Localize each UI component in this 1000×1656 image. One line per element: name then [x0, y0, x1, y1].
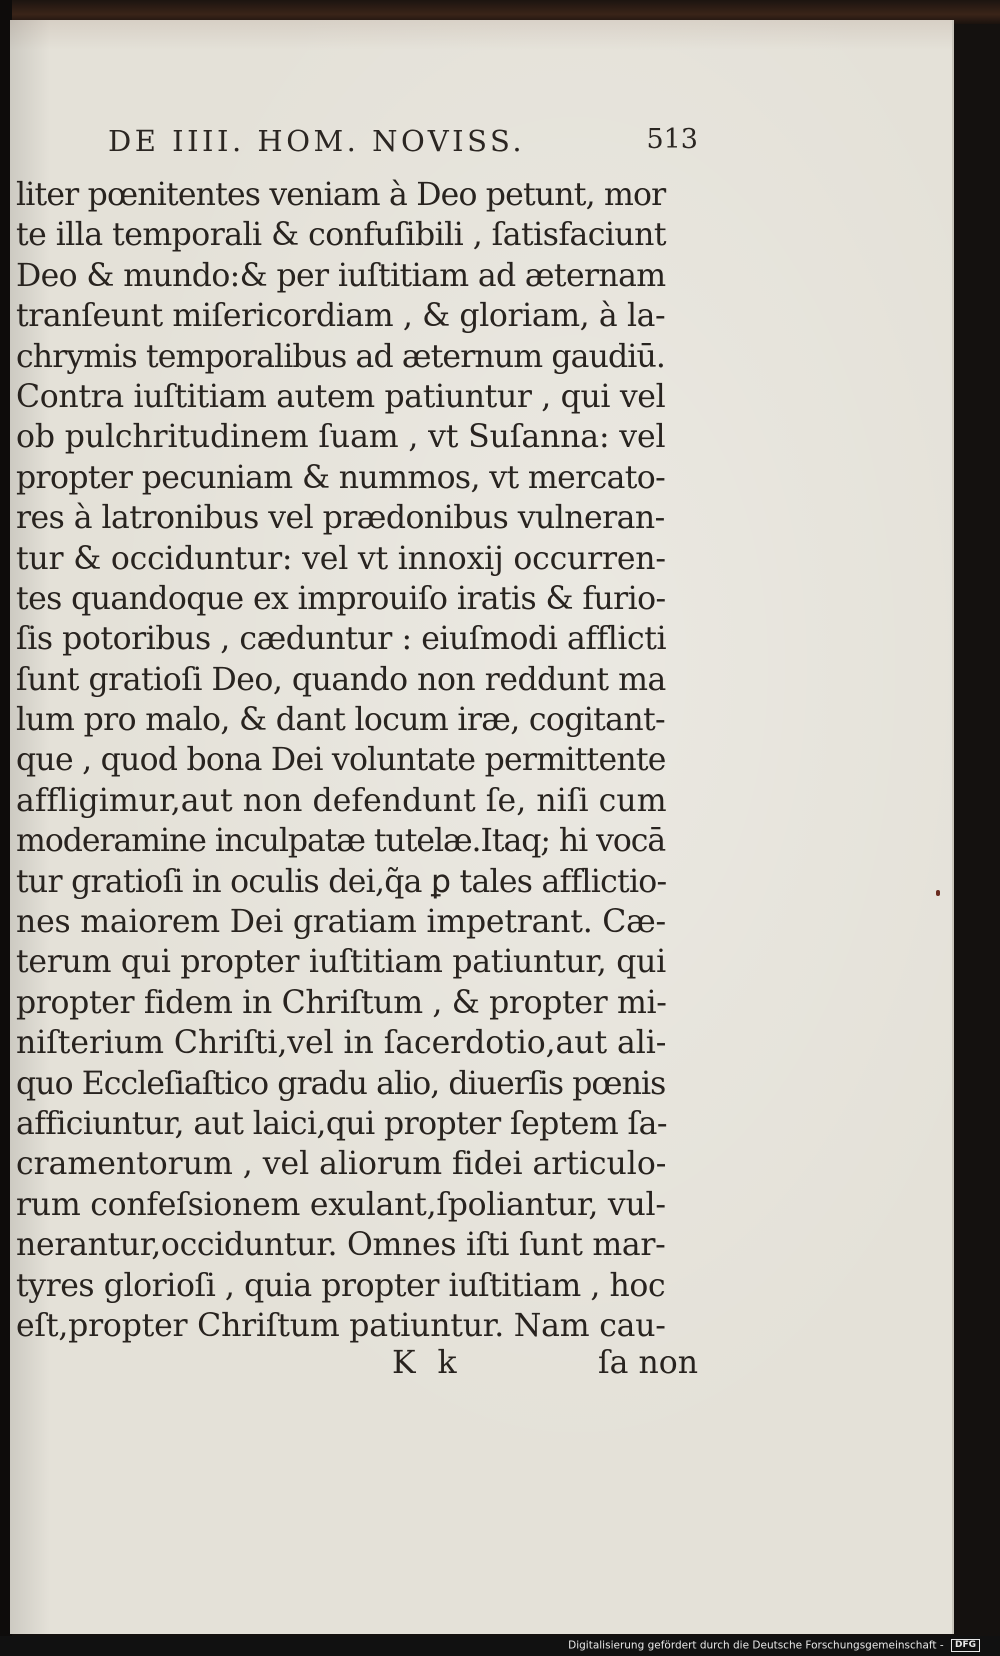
text-line: chrymis temporalibus ad æternum gaudiū.: [16, 338, 666, 375]
text-line: cramentorum , vel aliorum fidei articulo-: [16, 1146, 667, 1183]
text-line: eſt,propter Chriſtum patiuntur. Nam cau-: [16, 1307, 666, 1344]
text-line: Contra iuſtitiam autem patiuntur , qui vel: [16, 378, 666, 415]
text-line: propter fidem in Chriſtum , & propter mi-: [16, 984, 667, 1021]
text-line: ob pulchritudinem ſuam , vt Suſanna: vel: [16, 419, 666, 456]
text-line: tranſeunt miſericordiam , & gloriam, à la-: [16, 298, 666, 335]
footer-bar: [0, 1636, 1000, 1656]
paper-speck: [936, 890, 940, 896]
text-line: tur & occiduntur: vel vt innoxij occurren-: [16, 540, 666, 577]
text-line: moderamine inculpatæ tutelæ.Itaq; hi vocā: [16, 823, 666, 860]
text-line: nes maiorem Dei gratiam impetrant. Cæ-: [16, 904, 666, 941]
text-line: afficiuntur, aut laici,qui propter ſeptem ſa-: [16, 1105, 667, 1142]
text-line: liter pœnitentes veniam à Deo petunt, mor: [16, 177, 666, 213]
book-page: [10, 20, 954, 1634]
text-line: tes quandoque ex improuiſo iratis & furio-: [16, 580, 666, 617]
text-line: tyres glorioſi , quia propter iuſtitiam , hoc: [16, 1267, 666, 1304]
text-line: quo Eccleſiaſtico gradu alio, diuerſis pœnis: [16, 1065, 666, 1102]
text-line: lum pro malo, & dant locum iræ, cogitant-: [16, 702, 665, 739]
body-text: [16, 175, 706, 1346]
catch-line: [10, 1345, 704, 1389]
signature-mark: K k: [392, 1345, 463, 1381]
text-line: terum qui propter iuſtitiam patiuntur, qui: [16, 944, 666, 981]
text-line: ſunt gratioſi Deo, quando non reddunt ma: [16, 661, 666, 698]
dfg-logo: DFG: [951, 1639, 980, 1652]
text-line: tur gratioſi in oculis dei,q̃a ꝑ tales afflictio-: [16, 863, 667, 900]
footer-credit: [568, 1639, 980, 1652]
running-head: DE IIII. HOM. NOVISS.: [108, 124, 526, 158]
page-header: [108, 112, 698, 172]
text-line: ſis potoribus , cæduntur : eiuſmodi afflicti: [16, 621, 667, 658]
text-line: affligimur,aut non defendunt ſe, niſi cum: [16, 782, 667, 819]
text-line: rum confeſsionem exulant,ſpoliantur, vul-: [16, 1186, 666, 1223]
catchword: ſa non: [598, 1345, 698, 1381]
footer-credit-text: Digitalisierung gefördert durch die Deutsche Forschungsgemeinschaft -: [568, 1639, 944, 1652]
text-line: que , quod bona Dei voluntate permittente: [16, 742, 666, 779]
text-line: Deo & mundo:& per iuſtitiam ad æternam: [16, 257, 666, 294]
text-line: niſterium Chriſti,vel in ſacerdotio,aut ali-: [16, 1025, 667, 1062]
text-line: propter pecuniam & nummos, vt mercato-: [16, 459, 666, 496]
text-line: res à latronibus vel prædonibus vulneran-: [16, 500, 665, 537]
text-line: nerantur,occiduntur. Omnes iſti ſunt mar-: [16, 1227, 666, 1264]
page-number: 513: [646, 124, 698, 155]
text-line: te illa temporali & confuſibili , ſatisfaciunt: [16, 217, 667, 254]
